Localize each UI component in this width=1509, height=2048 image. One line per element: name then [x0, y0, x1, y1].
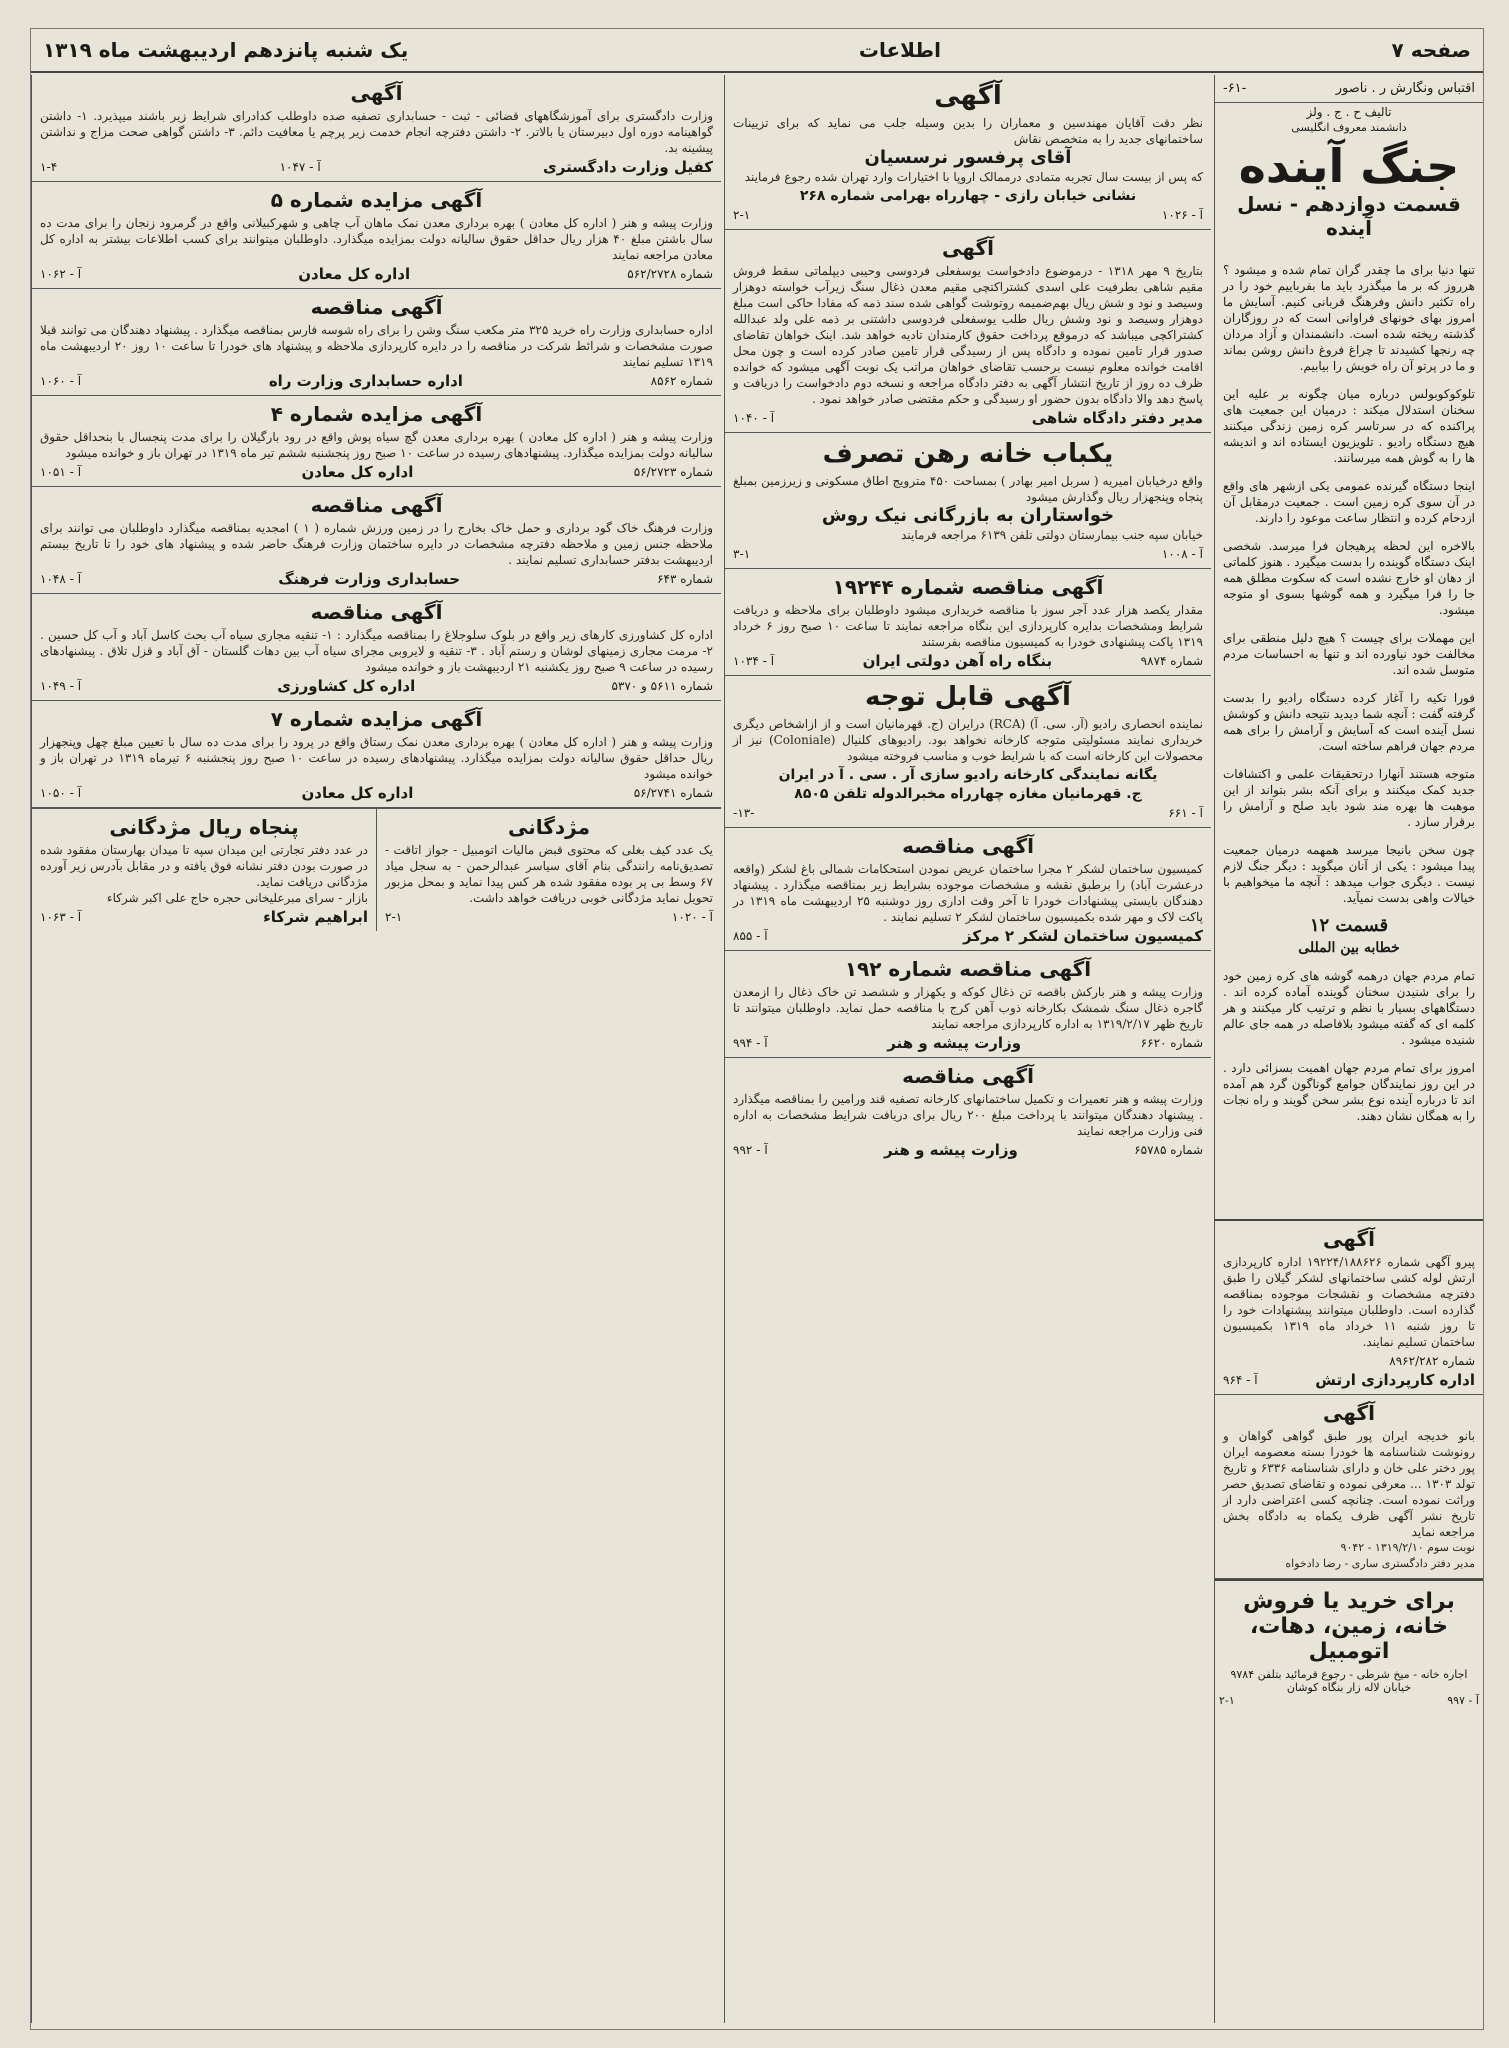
ad-signature: وزارت پیشه و هنر [884, 1141, 1018, 1159]
article-paragraph: امروز برای تمام مردم جهان اهمیت بسزائی دارد . در این روز نمایندگان جوامع گوناگون گرد هم آمده اند تا درباره آینده نوع بشر سخن گویند و راه نجات را به همگان نشان دهند. [1223, 1061, 1475, 1123]
article-paragraph: تمام مردم جهان درهمه گوشه های کره زمین خود را برای شنیدن سخنان گوینده آماده کرده اند . دستگاههای بسیار با نظم و ترتیب کار میکنند و هر کلمه ای که گفته میشود بلافاصله در همه جای عالم شنیده میشود . [1223, 969, 1475, 1047]
ad-run: -۱۳- [733, 806, 755, 820]
ad-heading: آگهی [1323, 1401, 1375, 1425]
ad-code: آ - ۱۰۴۰ [733, 411, 775, 425]
ad-court-notice [725, 230, 1211, 433]
ad-number: شماره ۶۶۲۰ [1140, 1036, 1203, 1050]
article-paragraph: فورا تکیه را آغاز کرده دستگاه رادیو را بدست گرفته گفت : آنچه شما دیدید نتیجه دانش و کوشش نسل آینده است که آسایش و آرامش را برای همه مردم جهان فراهم ساخته است. [1223, 691, 1475, 753]
article-paragraph: بالاخره این لحظه پرهیجان فرا میرسد. شخصی اینک دستگاه گوینده را بدست میگیرد . هنوز کلماتی از دهان او خارج نشده است که سکوت مطلق همه جا را فرا میگیرد و همه گوشها بسوی او متوجه میشود. [1223, 539, 1475, 617]
banner-headline: برای خرید یا فروش خانه، زمین، دهات، اتومبیل [1243, 1589, 1455, 1664]
ad-body: نظر دقت آقایان مهندسین و معماران را بدین وسیله جلب می نماید که برای تزیینات ساختمانهای جدید را به متخصص نقاش [733, 116, 1203, 146]
ad-footer [40, 571, 713, 587]
ad-signature: اداره کل معادن [298, 265, 411, 283]
ad-auction-4 [32, 396, 721, 487]
ad-tender-192 [725, 951, 1211, 1058]
ad-number: شماره ۶۵۷۸۵ [1134, 1143, 1203, 1157]
ad-body: وزارت پیشه و هنر ( اداره کل معادن ) بهره برداری معدن گچ سیاه پوش واقع در رود بارگیلان را برای مدت پنجسال با بنحداقل حقوق سالیانه دولت بمزایده میگذارد. پیشنهادهای رسیده در ساعت ۱۰ صبح روز پنجشنبه ششم تیر ماه ۱۳۱۹ در تهران باز و خوانده میشود [40, 430, 713, 460]
reward-ads-row [32, 808, 721, 931]
ad-painter [725, 75, 1211, 230]
left-column-split [31, 75, 721, 2023]
ad-code: آ - ۹۹۲ [733, 1143, 768, 1157]
ad-heading: آگهی [350, 81, 403, 105]
ad-code: آ - ۹۹۴ [733, 1036, 768, 1050]
ad-heading: یکباب خانه رهن تصرف [822, 439, 1114, 469]
section-heading: قسمت ۱۲ [1309, 915, 1389, 936]
ad-body: وزارت پیشه و هنر ( اداره کل معادن ) بهره برداری معدن نمک رستاق واقع در پرود را برای مدت ده سال با تعیین مبلغ چهل وپنجهزار ریال حداقل حقوق سالیانه دولت بمزایده میگذارد. پیشنهادهای رسیده در ساعت ۱۰ صبح روز پنجشنبه ۶ تیرماه ۱۳۱۹ در تهران باز و خوانده میشود [40, 735, 713, 781]
ad-address: ج. قهرمانیان مغازه چهارراه مخبرالدوله تلفن ۸۵۰۵ [794, 786, 1142, 802]
ad-tender-varamin [725, 1058, 1211, 1164]
ad-footer [40, 373, 713, 389]
ad-heading: آگهی مناقصه شماره ۱۹۲ [844, 957, 1092, 981]
ad-signature: وزارت پیشه و هنر [887, 1034, 1022, 1052]
ad-radio [725, 676, 1211, 828]
ad-auction-5 [32, 182, 721, 289]
ad-signature: مدیر دفتر دادگستری ساری - رضا دادخواه [1285, 1557, 1475, 1570]
ad-body: بتاریخ ۹ مهر ۱۳۱۸ - درموضوع دادخواست یوسفعلی فردوسی وحیبی دیپلماتی سقط فروش مقیم شاهی بطرفیت علی اسدی کشتراکتچی مقیم معدن ذغال سنگ زیرآب خواسته دوهزار وسیصد و نود و شش ریال بهم‌ضمیمه روتوشت گواهی شده سند ذمه که مفادا حاکی است مبلغ دوهزار وسیصد و نود وشش ریال طلب یوسفعلی فردوسی داشتنی بر ذمه علی ولد عبدالله کشتراکچی میباشد که درموقع پرداخت حقوق کارمندان تادیه خواهد شد. اینک خواهان تقاضای صدور قرار تامین نموده و دادگاه پس از رسیدگی قرار تامین صادر کرده است و چون محل اقامت خوانده معلوم نیست برحسب تقاضای خواهان مراتب یک نوبت آگهی میشود که خوانده ظرف ده روز از تاریخ انتشار آگهی به دفتر دادگاه مراجعه و نسخه دوم دادخواست را دریافت و پاسخ دهد والا دادگاه بدون حضور او رسیدگی و حکم مقتضی صادر خواهد نمود . [733, 264, 1203, 406]
ad-signature: اداره کارپردازی ارتش [1315, 1371, 1475, 1389]
left-ads-stack [31, 75, 721, 2023]
section-subheading: خطابه بین المللی [1298, 940, 1400, 956]
ad-army-procurement [1215, 1221, 1483, 1395]
ad-body: نماینده انحصاری رادیو (آر. سی. آ) (RCA) درایران (ج. قهرمانیان است و از ازاشخاص دیگری خریداری نمایند مسئولیتی متوجه کارخانه نخواهد بود. رادیوهای کلنیال (Coloniale) نیز از محصولات این کارخانه است که با شرایط خوب و مناسب فروخته میشود [733, 717, 1203, 763]
ad-signature: حسابداری وزارت فرهنگ [278, 570, 461, 588]
ad-footer [40, 266, 713, 282]
ad-code: آ - ۱۰۰۸ [1161, 547, 1203, 561]
ad-number: شماره ۸۵۶۲ [650, 374, 713, 388]
left-column [31, 75, 721, 2023]
ad-footer [733, 805, 1203, 821]
ad-signature: ابراهیم شرکاء [263, 908, 368, 926]
ad-heading: آگهی [1323, 1227, 1375, 1251]
ad-body: کمیسیون ساختمان لشکر ۲ مجرا ساختمان عریض نمودن استحکامات شمالی باغ لشکر (واقعه درعشرت آباد) را برطبق نقشه و مشخصات موجوده بشرایط زیر بمناقصه میگذارد . پیشنهاد دهندگان بایستی پیشنهادات خودرا تا آخر وقت اداری روز دوشنبه ۲۵ اردیبهشت ماه ۱۳۱۹ در پاکت لاک و مهر شده بکمیسیون ساختمان لشکر ۲ تسلیم نمایند . [733, 862, 1203, 924]
ad-contact: خواستاران به بازرگانی نیک روش [821, 505, 1115, 526]
ad-heading: آگهی مناقصه [310, 295, 443, 319]
ad-number: نوبت سوم ۱۳۱۹/۲/۱۰ - ۹۰۴۲ [1340, 1541, 1475, 1554]
ad-run: ۲-۱ [385, 910, 403, 924]
ad-heading: آگهی مزایده شماره ۵ [270, 188, 483, 212]
ad-code: آ - ۹۹۷ [1447, 1694, 1479, 1707]
ad-footer [1223, 1353, 1475, 1369]
ad-brand: یگانه نمایندگی کارخانه رادیو سازی آر . سی . آ در ایران [778, 767, 1158, 783]
ad-code: آ - ۱۰۶۳ [40, 910, 82, 924]
ad-heading: آگهی مناقصه [310, 600, 443, 624]
ad-address: نشانی خیابان رازی - چهارراه بهرامی شماره ۲۶۸ [799, 188, 1137, 204]
article-subtitle: قسمت دوازدهم - نسل آینده [1237, 192, 1461, 240]
ad-signature: اداره کل معادن [301, 463, 414, 481]
ad-real-estate-banner [1215, 1579, 1483, 1715]
ad-body: وزارت پیشه و هنر تعمیرات و تکمیل ساختمانهای کارخانه تصفیه قند ورامین را بمناقصه میگذارد . پیشنهاد دهندگان میتوانند با پرداخت مبلغ ۲۰۰ ریال برای دریافت شرایط مشخصات به اداره فنی وزارت مراجعه نمایند [733, 1092, 1203, 1138]
ad-heading: آگهی مناقصه شماره ۱۹۲۴۴ [832, 575, 1104, 599]
ad-run: ۱-۴ [40, 160, 58, 174]
ad-body: اداره کل کشاورزی کارهای زیر واقع در بلوک سلوجلاغ را بمناقصه میگذارد : ۱- تنقیه مجاری سیاه آب بحث کاسل آباد و آب کل حسین . ۲- مرمت مجاری زمینهای لوشان و رستم آباد . ۳- تنقیه و لایروبی مجرای سیاه آب بین دهات گلستان - آق آباد و قزل تلاق . پیشنهادهای رسیده در ساعت ۹ صبح روز یکشنبه ۲۱ اردیبهشت باز و خوانده میشود [40, 628, 714, 674]
ad-signature: بنگاه راه آهن دولتی ایران [862, 652, 1053, 670]
ad-tender-agriculture [32, 594, 721, 701]
ad-signature: مدیر دفتر دادگاه شاهی [1031, 409, 1203, 427]
ad-run: ۳-۱ [733, 547, 751, 561]
ad-body: بانو خدیجه ایران پور طبق گواهی گواهان و رونوشت شناسنامه ها خودرا بسته معصومه ایران پور دختر علی خان و دارای شناسنامه ۶۳۳۶ و تاریخ تولد ۱۳۰۳ ... معرفی نموده و تقاضای تصدیق حصر وراثت نموده است. چنانچه کسی اعتراضی دارد از تاریخ نشر آگهی ظرف یکماه به دادگاه بخش مراجعه نماید [1223, 1429, 1475, 1539]
ad-run: ۲-۱ [733, 208, 751, 222]
ad-footer [40, 678, 713, 694]
serial-header [1215, 75, 1483, 103]
ad-heading: آگهی مناقصه [902, 1064, 1034, 1088]
ad-body-secondary: که پس از بیست سال تجربه متمادی درممالک اروپا با اختیارات وارد تهران شده رجوع فرمایند [744, 170, 1203, 184]
ad-signature: اداره کل کشاورزی [277, 677, 416, 695]
ad-code: آ - ۶۶۱ [1168, 806, 1203, 820]
banner-detail: اجاره خانه - میخ شرطی - رجوع فرمائید بتلفن ۹۷۸۴ خیابان لاله زار بنگاه کوشان [1230, 1668, 1468, 1694]
ad-heading: آگهی قابل توجه [865, 682, 1071, 712]
ad-footer [733, 207, 1203, 223]
ad-house [725, 433, 1211, 569]
ad-footer [40, 159, 713, 175]
ad-code: آ - ۱۰۵۰ [40, 786, 82, 800]
ad-number: شماره ۵۶/۲۷۴۱ [633, 786, 713, 800]
serial-author-note: دانشمند معروف انگلیسی [1291, 121, 1407, 134]
ad-code: آ - ۱۰۲۶ [1161, 208, 1203, 222]
ad-body: یک عدد کیف بغلی که محتوی قبض مالیات اتومبیل - جواز اتاقت - تصدیق‌نامه رانندگی بنام آقای سیاسر عبدالرحمن - به سجل میاد ۶۷ وسط بی پر بوده مفقود شده هر کس پیدا نماید و بمحل مزبور تحویل نماید مژدگانی خوبی دریافت خواهد داشت. [385, 843, 713, 905]
newspaper-page [30, 28, 1484, 2030]
ad-justice [32, 75, 721, 182]
ad-footer [733, 653, 1203, 669]
article-title: جنگ آینده [1238, 139, 1460, 193]
article-body [1215, 246, 1483, 1140]
ad-tender-culture [32, 487, 721, 594]
newspaper-name: اطلاعات [858, 38, 941, 62]
ad-heading: آگهی مناقصه [310, 493, 443, 517]
ad-body: واقع درخیابان امیریه ( سربل امیر بهادر ) بمساحت ۴۵۰ مترویج اطاق مسکونی و زیرزمین بمبلغ پنجاه وپنجهزار ریال وگذارش میشود [733, 474, 1203, 504]
article-paragraph: اینجا دستگاه گیرنده عمومی یکی ازشهر های واقع در آن سوی کره زمین است . جمعیت درمقابل آن ازدحام کرده و انتظار ساعت موعود را دارند. [1223, 479, 1475, 525]
ad-code: آ - ۱۰۲۰ [671, 910, 713, 924]
ad-body: وزارت پیشه و هنر بارکش باقصه تن ذغال کوکه و یکهزار و ششصد تن خاک ذغال را ازمعدن گاجره ذغال سنگ شمشک بکارخانه ذوب آهن کرج با مناقصه حمل نماید. داوطلبان میتوانند تا تاریخ ظهر ۱۳۱۹/۲/۱۷ به اداره کارپردازی مراجعه نمایند [733, 985, 1203, 1031]
ad-body: وزارت پیشه و هنر ( اداره کل معادن ) بهره برداری معدن نمک ماهان آب چاهی و شهرکبیلانی واقع در گرمرود زنجان را برای مدت ده سال باشتن مبلغ ۴۰ هزار ریال حداقل حقوق سالیانه دولت بمزایده میگذارد. داوطلبان میتوانند برای کسب اطلاعات بیشتر به اداره کل معادن مراجعه نمایند [40, 216, 714, 262]
ad-code: آ - ۱۰۵۱ [40, 465, 82, 479]
ad-body: مقدار یکصد هزار عدد آجر سوز با مناقصه خریداری میشود داوطلبان برای ملاحظه و دریافت شرایط ومشخصات بدایره کارپردازی این بنگاه مراجعه نمایند تا ساعت ۱۰ صبح روز ۶ خرداد ۱۳۱۹ پاکت پیشنهادی خودرا به کمیسیون مناقصه بفرستند [733, 603, 1204, 649]
ad-reward-50 [32, 809, 376, 931]
ad-footer [385, 909, 713, 925]
ad-body: اداره حسابداری وزارت راه خرید ۳۲۵ متر مکعب سنگ وشن را برای راه شوسه فارس بمناقصه میگذارد . پیشنهاد دهندگان می توانند قبلا صورت مشخصات و شرائط شرکت در مناقصه را در دایره کارپردازی ملاحظه و پیشنهاد های خودرا تا ساعت ۱۰ روز ۲۰ اردیبهشت ماه ۱۳۱۹ تسلیم نمایند [40, 323, 714, 369]
ad-footer [733, 546, 1203, 562]
ad-signature: اداره حسابداری وزارت راه [268, 372, 463, 390]
ad-highlight-name: آقای پرفسور نرسسیان [864, 147, 1072, 168]
serial-author: تالیف ح . ج . ولز [1306, 105, 1392, 119]
ad-number: شماره ۵۶۱۱ و ۵۳۷۰ [611, 679, 713, 693]
article-paragraph: چون سخن بانیجا میرسد همهمه درمیان جمعیت پیدا میشود : یکی از آنان میگوید : دیگر جنگ لازم نیست . دیگری جواب میدهد : آنچه ما میخواهیم با خیالات واهی بدست نمیآید. [1223, 843, 1475, 905]
ad-code: آ - ۸۵۵ [733, 929, 768, 943]
ad-code: آ - ۱۰۴۹ [40, 679, 82, 693]
article-paragraph: تنها دنیا برای ما چقدر گران تمام شده و میشود ؟ هرروز که بر ما میگذرد باید ما بفرباییم خود را در راه تکثیر دانش وفرهنگ قربانی کنیم. آسایش ما امروز بهای خونهای فراوانی است که در روزگاران گذشته ریخته شده است. دانشمندان و آزاد مردان چه رنجها کشیدند تا چراغ فروغ دانش روشن بماند و ما در پرتو آن راه خویش را بیابیم. [1223, 263, 1475, 373]
right-lower-ads [1214, 1219, 1483, 2023]
serial-translator: اقتباس ونگارش ر . ناصور [1335, 81, 1475, 96]
ad-heading: مژدگانی [508, 815, 590, 839]
ad-tender-road [32, 289, 721, 396]
ad-tender-army [725, 828, 1211, 951]
ad-heading: پنجاه ریال مژدگانی [109, 815, 299, 839]
ad-number: شماره ۹۸۷۴ [1140, 654, 1203, 668]
ad-heading: آگهی [934, 81, 1002, 111]
ad-footer [733, 1035, 1203, 1051]
ad-body: وزارت دادگستری برای آموزشگاههای قضائی - ثبت - حسابداری تصفیه صده داوطلب کدادرای شرایط زیر باشند میپذیرد. ۱- داشتن گواهینامه دوره اول دبیرستان یا بالاتر. ۲- داشتن دفترچه انجام خدمت زیر پرچم یا معافیت دائم. ۳- داشتن گواهی صحت مزاج و نداشتن پیشینه بد. [40, 109, 714, 155]
ad-body: در عدد دفتر تجارتی این میدان سپه تا میدان بهارستان مفقود شده در صورت بودن دفتر نشانه فوق یافته و در مقابل بآدرس زیر آورده مژدگانی دریافت نماید. [40, 843, 368, 889]
ad-signature: کفیل وزارت دادگستری [542, 158, 713, 176]
ad-signature: کمیسیون ساختمان لشکر ۲ مرکز [963, 927, 1203, 945]
ad-number: شماره ۵۶/۲۷۲۳ [633, 465, 713, 479]
ad-footer [733, 410, 1203, 426]
ad-footer [733, 928, 1203, 944]
ad-number: شماره ۸۹۶۲/۲۸۲ [1389, 1354, 1475, 1368]
ad-inheritance [1215, 1395, 1483, 1579]
ad-auction-7 [32, 701, 721, 808]
ad-body: وزارت فرهنگ خاک گود برداری و حمل خاک بخارج را در زمین ورزش شماره ( ۱ ) امجدیه بمناقصه میگذارد داوطلبان می توانند برای ملاحظه جنس زمین و ملاحظه دفترچه مشخصات در دایره ساختمان وزارت فرهنگ حاضر شده و پیشنهاد های خود را تا تاریخ بیستم اردیبهشت بدفتر حسابداری تسلیم نمایند . [40, 521, 713, 567]
ad-tender-railway [725, 569, 1211, 676]
ad-code: آ - ۱۰۳۴ [733, 654, 775, 668]
ad-reward [376, 809, 721, 931]
ad-heading: آگهی مزایده شماره ۴ [270, 402, 483, 426]
ad-code: آ - ۱۰۶۲ [40, 267, 82, 281]
ad-footer [733, 1142, 1203, 1158]
ad-number: شماره ۵۶۲/۲۷۲۸ [627, 267, 713, 281]
ad-run: ۲-۱ [1219, 1694, 1235, 1707]
ad-footer-2 [1223, 1372, 1475, 1388]
ad-footer [40, 464, 713, 480]
page-number: صفحه ۷ [1391, 38, 1471, 62]
article-paragraph: متوجه هستند آنهارا درتحقیقات علمی و اکتشافات جدید کمک میکنند و برای آنکه بشر بتواند از این موهبت ها بهره مند شود باید صلح و آرامش را برقرار سازد . [1223, 767, 1475, 829]
middle-column [724, 75, 1211, 2023]
ad-heading: آگهی مناقصه [902, 834, 1034, 858]
ad-address: بازار - سرای مبرعلیخانی حجره حاج علی اکبر شرکاء [106, 891, 368, 905]
masthead [31, 29, 1483, 73]
ad-footer [40, 909, 368, 925]
ad-number: شماره ۶۴۳ [657, 572, 713, 586]
ad-code: آ - ۹۶۴ [1223, 1373, 1258, 1387]
ad-code: آ - ۱۰۴۸ [40, 572, 82, 586]
serial-number: -۶۱- [1223, 81, 1247, 96]
article-paragraph: تلوکوکوبولس درباره میان چگونه بر علیه این سخنان استدلال میکند : درمیان این جمعیت های پراکنده که در سرتاسر کره زمین زندگی میکنند هیچ دستگاه رادیو . تلویزیون ایستاده اند و اندیشه ها را به گوش همه میرسانند. [1223, 387, 1475, 465]
issue-date: یک شنبه پانزدهم اردیبهشت ماه ۱۳۱۹ [43, 38, 409, 62]
ad-heading: آگهی مزایده شماره ۷ [270, 707, 483, 731]
ad-footer [40, 785, 713, 801]
ad-signature: اداره کل معادن [301, 784, 414, 802]
article-paragraph: این مهملات برای چیست ؟ هیچ دلیل منطقی برای مخالفت خود نیاورده اند و تنها به احساسات مردم متوسل شده اند. [1223, 631, 1475, 677]
banner-footer [1219, 1694, 1479, 1707]
ad-code: آ - ۱۰۴۷ [279, 160, 321, 174]
ad-code: آ - ۱۰۶۰ [40, 374, 82, 388]
ad-contact-address: خیابان سپه جنب بیمارستان دولتی تلفن ۶۱۳۹ مراجعه فرمایند [901, 528, 1203, 542]
ad-body: پیرو آگهی شماره ۱۹۲۲۴/۱۸۸۶۲۶ اداره کارپردازی ارتش لوله کشی ساختمانهای لشکر گیلان را طبق دفترچه مشخصات و نقشجات موجوده بمناقصه گذارده است. داوطلبان میتوانند پیشنهادات خود را تا روز شنبه ۱۱ خرداد ماه ۱۳۱۹ بکمیسیون ساختمان تسلیم نمایند. [1223, 1255, 1475, 1349]
ad-heading: آگهی [942, 236, 994, 260]
